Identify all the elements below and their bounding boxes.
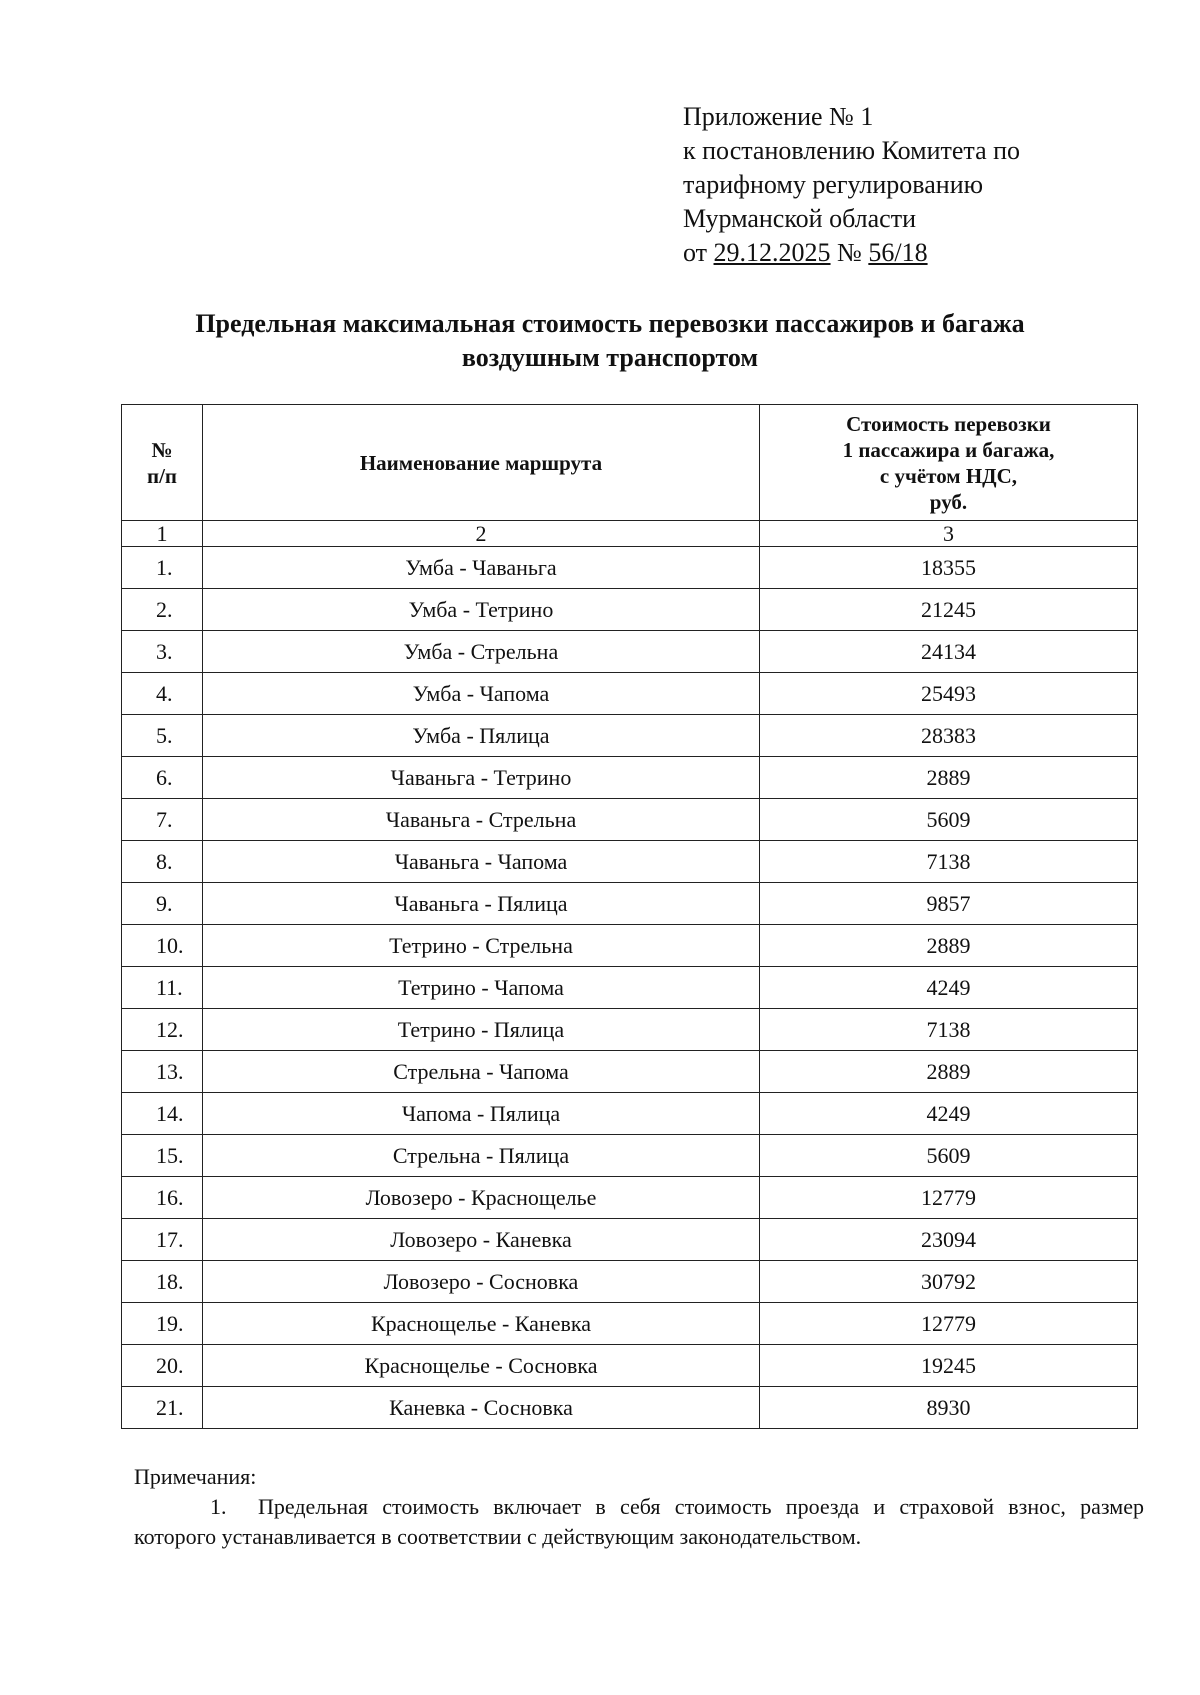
row-number: 10. — [122, 925, 203, 967]
table-row — [122, 925, 1138, 967]
row-number: 13. — [122, 1051, 203, 1093]
route-cost: 8930 — [760, 1387, 1138, 1429]
route-cost: 7138 — [760, 841, 1138, 883]
row-number: 21. — [122, 1387, 203, 1429]
row-number: 16. — [122, 1177, 203, 1219]
appendix-line-2: к постановлению Комитета по — [683, 136, 1021, 165]
route-name: Умба - Стрельна — [203, 631, 760, 673]
route-name: Умба - Пялица — [203, 715, 760, 757]
route-cost: 28383 — [760, 715, 1138, 757]
route-cost: 30792 — [760, 1261, 1138, 1303]
route-name: Ловозеро - Сосновка — [203, 1261, 760, 1303]
route-cost: 2889 — [760, 757, 1138, 799]
table-row — [122, 757, 1138, 799]
header-cost-line-1: Стоимость перевозки — [846, 411, 1051, 436]
table-row — [122, 1135, 1138, 1177]
row-number: 9. — [122, 883, 203, 925]
route-name: Чаваньга - Тетрино — [203, 757, 760, 799]
route-name: Чапома - Пялица — [203, 1093, 760, 1135]
appendix-block — [683, 100, 1020, 270]
row-number: 4. — [122, 673, 203, 715]
route-cost: 25493 — [760, 673, 1138, 715]
row-number: 6. — [122, 757, 203, 799]
appendix-line-4: Мурманской области — [683, 204, 916, 233]
table-row — [122, 967, 1138, 1009]
appendix-date: 29.12.2025 — [713, 238, 831, 267]
row-number: 1. — [122, 547, 203, 589]
column-index: 1 — [122, 521, 203, 547]
route-name: Ловозеро - Каневка — [203, 1219, 760, 1261]
route-name: Чаваньга - Чапома — [203, 841, 760, 883]
route-cost: 24134 — [760, 631, 1138, 673]
row-number: 14. — [122, 1093, 203, 1135]
note-item — [134, 1492, 1144, 1552]
row-number: 17. — [122, 1219, 203, 1261]
appendix-line-1: Приложение № 1 — [683, 102, 874, 131]
table-row — [122, 1261, 1138, 1303]
route-name: Чаваньга - Стрельна — [203, 799, 760, 841]
header-route: Наименование маршрута — [203, 405, 760, 521]
route-name: Тетрино - Пялица — [203, 1009, 760, 1051]
header-cost — [760, 405, 1138, 521]
route-name: Чаваньга - Пялица — [203, 883, 760, 925]
table-row — [122, 631, 1138, 673]
header-number-line-1: № — [151, 437, 173, 462]
table-row — [122, 1051, 1138, 1093]
table-row — [122, 673, 1138, 715]
table-row — [122, 1177, 1138, 1219]
table-row — [122, 1387, 1138, 1429]
table-row — [122, 1303, 1138, 1345]
table-row — [122, 1009, 1138, 1051]
column-index: 2 — [203, 521, 760, 547]
table-row — [122, 547, 1138, 589]
route-cost: 18355 — [760, 547, 1138, 589]
header-number — [122, 405, 203, 521]
route-name: Умба - Тетрино — [203, 589, 760, 631]
route-cost: 12779 — [760, 1177, 1138, 1219]
route-name: Умба - Чапома — [203, 673, 760, 715]
route-cost: 12779 — [760, 1303, 1138, 1345]
appendix-number-label: № — [837, 238, 862, 267]
row-number: 3. — [122, 631, 203, 673]
route-cost: 9857 — [760, 883, 1138, 925]
table-row — [122, 799, 1138, 841]
row-number: 19. — [122, 1303, 203, 1345]
route-cost: 21245 — [760, 589, 1138, 631]
header-cost-line-4: руб. — [929, 489, 968, 514]
table-row — [122, 1093, 1138, 1135]
note-text: Предельная стоимость включает в себя стоимость проезда и страховой взнос, размер которого устанавливается в соответствии с действующим законодательством. — [134, 1494, 1144, 1549]
row-number: 12. — [122, 1009, 203, 1051]
appendix-number: 56/18 — [868, 238, 928, 267]
table-row — [122, 1219, 1138, 1261]
route-name: Ловозеро - Краснощелье — [203, 1177, 760, 1219]
tariff-table — [121, 404, 1138, 1429]
notes-section — [134, 1462, 1144, 1552]
header-cost-line-3: с учётом НДС, — [879, 463, 1018, 488]
note-marker: 1. — [210, 1494, 227, 1519]
table-header-row — [122, 405, 1138, 521]
header-number-line-2: п/п — [146, 463, 178, 488]
title-line-2: воздушным транспортом — [461, 343, 759, 372]
route-cost: 2889 — [760, 1051, 1138, 1093]
row-number: 5. — [122, 715, 203, 757]
notes-heading: Примечания: — [134, 1464, 257, 1489]
route-name: Умба - Чаваньга — [203, 547, 760, 589]
route-name: Стрельна - Пялица — [203, 1135, 760, 1177]
route-cost: 4249 — [760, 1093, 1138, 1135]
table-row — [122, 715, 1138, 757]
column-index-row — [122, 521, 1138, 547]
document-title — [120, 307, 1100, 375]
route-cost: 23094 — [760, 1219, 1138, 1261]
route-cost: 19245 — [760, 1345, 1138, 1387]
route-name: Стрельна - Чапома — [203, 1051, 760, 1093]
route-cost: 7138 — [760, 1009, 1138, 1051]
route-cost: 5609 — [760, 799, 1138, 841]
column-index: 3 — [760, 521, 1138, 547]
row-number: 2. — [122, 589, 203, 631]
row-number: 20. — [122, 1345, 203, 1387]
table-row — [122, 841, 1138, 883]
table-row — [122, 589, 1138, 631]
appendix-line-3: тарифному регулированию — [683, 170, 984, 199]
route-name: Краснощелье - Каневка — [203, 1303, 760, 1345]
appendix-date-line — [683, 236, 1020, 270]
route-cost: 4249 — [760, 967, 1138, 1009]
header-cost-line-2: 1 пассажира и багажа, — [842, 437, 1055, 462]
row-number: 8. — [122, 841, 203, 883]
route-cost: 2889 — [760, 925, 1138, 967]
route-name: Тетрино - Стрельна — [203, 925, 760, 967]
row-number: 18. — [122, 1261, 203, 1303]
table-row — [122, 883, 1138, 925]
table-row — [122, 1345, 1138, 1387]
title-line-1: Предельная максимальная стоимость перевозки пассажиров и багажа — [195, 309, 1025, 338]
route-name: Каневка - Сосновка — [203, 1387, 760, 1429]
row-number: 15. — [122, 1135, 203, 1177]
row-number: 11. — [122, 967, 203, 1009]
route-name: Краснощелье - Сосновка — [203, 1345, 760, 1387]
row-number: 7. — [122, 799, 203, 841]
route-name: Тетрино - Чапома — [203, 967, 760, 1009]
route-cost: 5609 — [760, 1135, 1138, 1177]
appendix-date-prefix: от — [683, 238, 708, 267]
